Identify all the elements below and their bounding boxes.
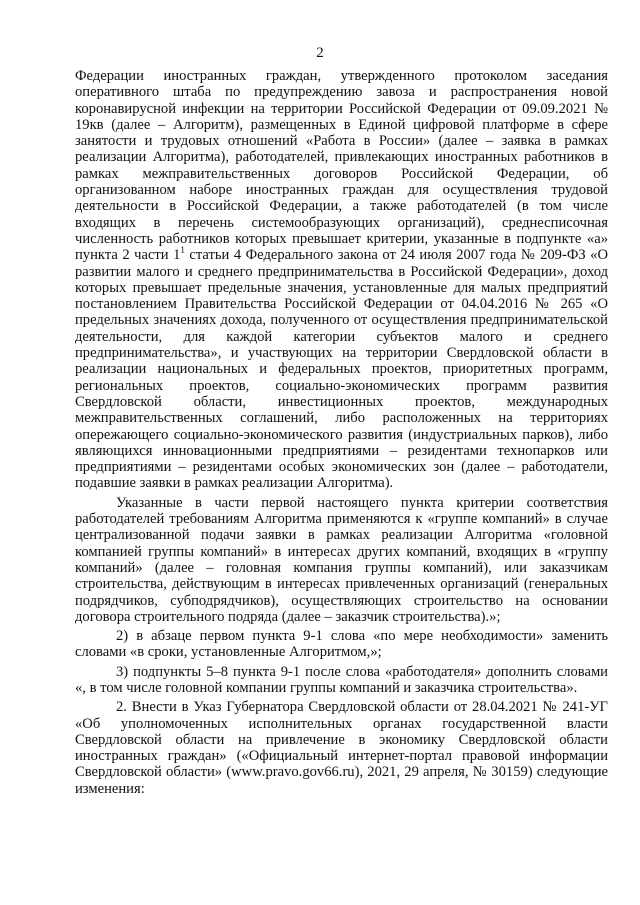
paragraph-continuation [75, 68, 608, 492]
paragraph-group-of-companies: Указанные в части первой настоящего пункта критерии соответствия работодателей требованиям Алгоритма применяются к «группе компаний» в случае централизованной подачи заявки в рамках реализации Алгоритма «головной компанией группы компаний» в интересах других компаний, входящих в «группу компаний» (далее – головная компания группы компаний), или заказчикам строительства, действующим в интересах привлеченных организаций (генеральных подрядчиков, субподрядчиков), осуществляющих строительство на основании договора строительного подряда (далее – заказчик строительства).»; [75, 494, 608, 625]
paragraph-section-2: 2. Внести в Указ Губернатора Свердловской области от 28.04.2021 № 241-УГ «Об уполномоченных исполнительных органах государственной власти Свердловской области на привлечение в экономику Свердловской области иностранных граждан» («Официальный интернет-портал правовой информации Свердловской области» (www.pravo.gov66.ru), 2021, 29 апреля, № 30159) следующие изменения: [75, 699, 608, 797]
document-body [75, 68, 608, 797]
superscript-part-number: 1 [180, 245, 185, 256]
paragraph-item-2: 2) в абзаце первом пункта 9-1 слова «по мере необходимости» заменить словами «в сроки, установленные Алгоритмом,»; [75, 628, 608, 661]
paragraph-item-3: 3) подпункты 5–8 пункта 9-1 после слова «работодателя» дополнить словами «, в том числе головной компании группы компаний и заказчика строительства». [75, 663, 608, 696]
paragraph-continuation-text-part-1: Федерации иностранных граждан, утвержденного протоколом заседания оперативного штаба по предупреждению завоза и распространения новой коронавирусной инфекции на территории Российской Федерации от 09.09.2021 № 19кв (далее – Алгоритм), размещенных в Единой цифровой платформе в сфере занятости и трудовых отношений «Работа в России» (далее – заявка в рамках реализации Алгоритма), работодателей, привлекающих иностранных работников в рамках межправительственных договоров Российской Федерации, об организованном наборе иностранных граждан для осуществления трудовой деятельности в Российской Федерации, а также работодателей (в том числе входящих в перечень системообразующих организаций), среднесписочная численность работников которых превышает критерии, указанные в подпункте «а» пункта 2 части 1 [75, 68, 608, 264]
paragraph-continuation-text-part-2: статьи 4 Федерального закона от 24 июля 2007 года № 209-ФЗ «О развитии малого и среднего предпринимательства в Российской Федерации», доход которых превышает предельные значения, установленные для малых предприятий постановлением Правительства Российской Федерации от 04.04.2016 № 265 «О предельных значениях дохода, полученного от осуществления предпринимательской деятельности, для каждой категории субъектов малого и среднего предпринимательства», и участвующих на территории Свердловской области в реализации национальных и федеральных проектов, приоритетных программ, региональных проектов, социально-экономических программ развития Свердловской области, инвестиционных проектов, международных межправительственных соглашений, либо расположенных на территориях опережающего социально-экономического развития (индустриальных парков), либо являющихся инновационными предприятиями – резидентами технопарков или предприятиями – резидентами особых экономических зон (далее – работодатели, подавшие заявки в рамках реализации Алгоритма). [75, 247, 608, 492]
page-number: 2 [316, 45, 324, 61]
